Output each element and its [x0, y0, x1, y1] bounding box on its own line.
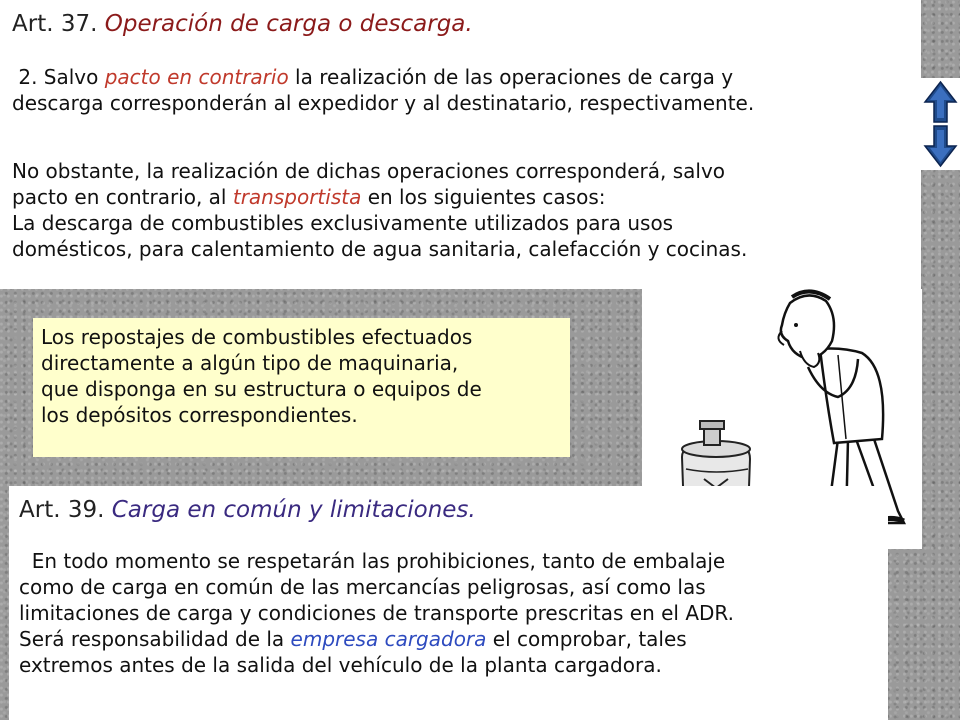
next-slide-button[interactable]	[923, 124, 958, 168]
arrow-down-icon	[923, 124, 958, 168]
article-39-title: Carga en común y limitaciones.	[111, 497, 476, 523]
text-span: la realización de las operaciones de carga y	[288, 65, 734, 89]
text-line: En todo momento se respetarán las prohibiciones, tanto de embalaje	[19, 549, 726, 573]
highlight-transportista: transportista	[232, 185, 362, 209]
article-37-heading	[12, 10, 473, 38]
text-line: La descarga de combustibles exclusivamente utilizados para usos	[12, 211, 674, 235]
article-39-heading	[19, 496, 476, 524]
previous-slide-button[interactable]	[923, 80, 958, 124]
article-37-paragraph-2	[12, 158, 747, 262]
text-line: Los repostajes de combustibles efectuados	[41, 325, 473, 349]
article-39-paragraph	[19, 548, 734, 678]
text-span: 2. Salvo	[12, 65, 105, 89]
article-37-paragraph-1	[12, 64, 754, 116]
text-line: que disponga en su estructura o equipos de	[41, 377, 482, 401]
text-line: domésticos, para calentamiento de agua sanitaria, calefacción y cocinas.	[12, 237, 748, 261]
text-line: No obstante, la realización de dichas operaciones corresponderá, salvo	[12, 159, 726, 183]
article-37-number: Art. 37.	[12, 11, 98, 37]
article-39-number: Art. 39.	[19, 497, 105, 523]
article-39-panel	[9, 486, 888, 720]
text-line: extremos antes de la salida del vehículo de la planta cargadora.	[19, 653, 662, 677]
article-37-title: Operación de carga o descarga.	[104, 11, 473, 37]
text-line: descarga corresponderán al expedidor y al destinatario, respectivamente.	[12, 91, 755, 115]
text-line: los depósitos correspondientes.	[41, 403, 358, 427]
arrow-up-icon	[923, 80, 958, 124]
text-span: en los siguientes casos:	[361, 185, 606, 209]
highlight-pacto-en-contrario: pacto en contrario	[104, 65, 289, 89]
highlight-empresa-cargadora: empresa cargadora	[290, 627, 487, 651]
text-span: pacto en contrario, al	[12, 185, 233, 209]
slide-navigation	[921, 78, 960, 170]
text-span: el comprobar, tales	[486, 627, 687, 651]
text-line: como de carga en común de las mercancías peligrosas, así como las	[19, 575, 706, 599]
article-37-panel	[0, 0, 921, 289]
text-line: directamente a algún tipo de maquinaria,	[41, 351, 459, 375]
note-box	[33, 318, 570, 457]
text-line: limitaciones de carga y condiciones de transporte prescritas en el ADR.	[19, 601, 734, 625]
text-span: Será responsabilidad de la	[19, 627, 291, 651]
